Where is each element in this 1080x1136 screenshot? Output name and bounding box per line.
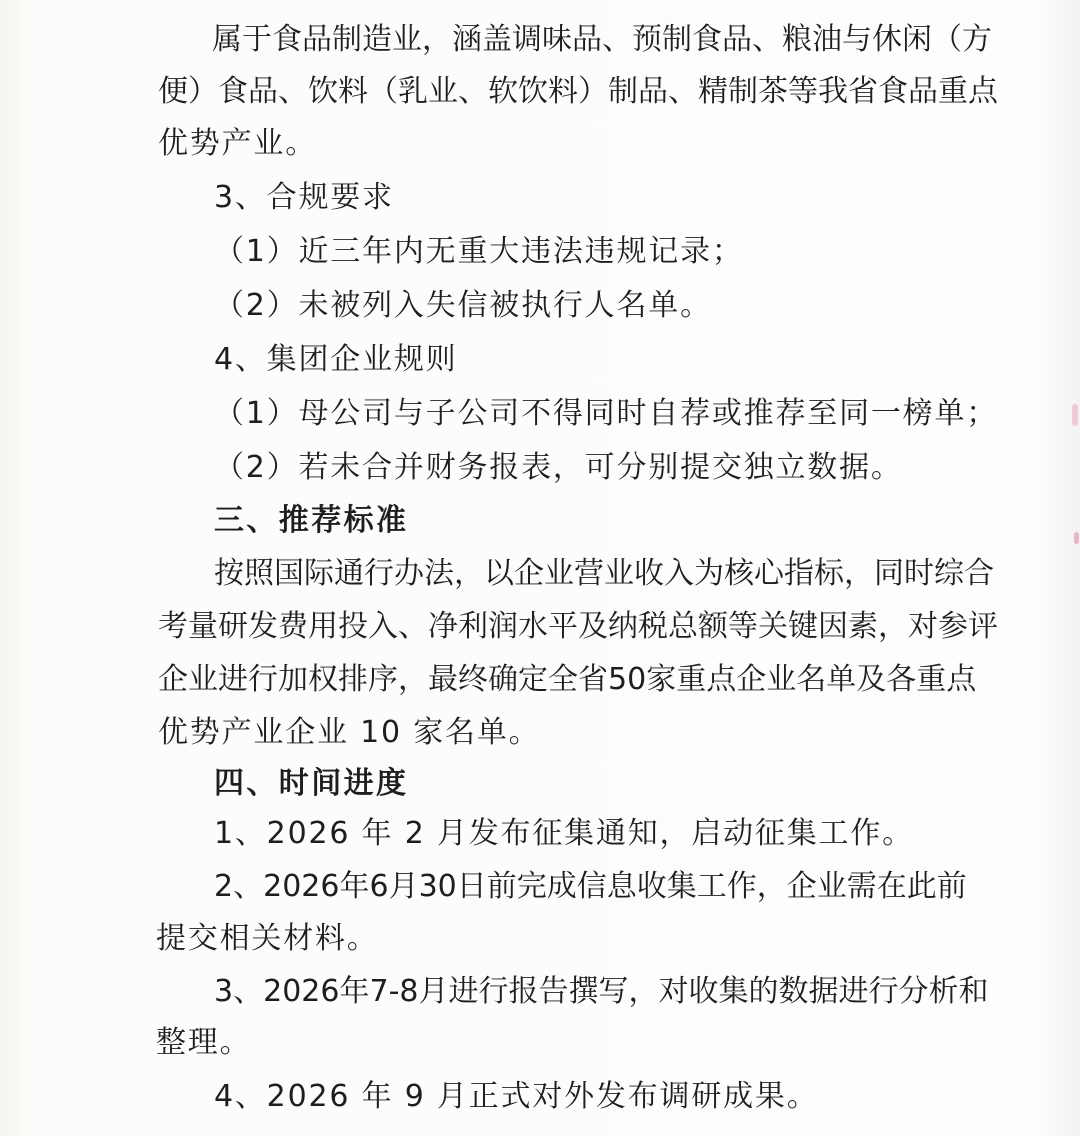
body-text-line: 优势产业。	[158, 126, 317, 161]
body-text-line: 属 于 食 品 制 造 业 ， 涵 盖 调 味 品 、 预 制 食 品 、 粮 油 与 休 闲 （ 方	[212, 22, 992, 57]
section-heading: 三、推荐标准	[214, 503, 409, 538]
body-text-line: 便 ） 食 品 、 饮 料 （ 乳 业 、 软 饮 料 ） 制 品 、 精 制 茶 等 我 省 食 品 重 点	[158, 74, 998, 109]
list-item: （1）母公司与子公司不得同时自荐或推荐至同一榜单；	[214, 396, 999, 431]
timeline-item: 1、2026 年 2 月发布征集通知，启动征集工作。	[214, 816, 914, 851]
body-text-line: 按 照 国 际 通 行 办 法 ， 以 企 业 营 业 收 入 为 核 心 指 标 ， 同 时 综 合	[214, 556, 994, 591]
timeline-item: 整理。	[156, 1025, 252, 1060]
subsection-heading: 3、合规要求	[214, 180, 394, 215]
scan-mark	[1074, 532, 1079, 544]
section-heading: 四、时间进度	[214, 766, 409, 801]
list-item: （1）近三年内无重大违法违规记录；	[214, 234, 744, 269]
timeline-item: 2 、 2 0 2 6 年 6 月 3 0 日 前 完 成 信 息 收 集 工 作 ， 企 业 需 在 此 前	[214, 869, 967, 904]
list-item: （2）若未合并财务报表，可分别提交独立数据。	[214, 450, 903, 485]
subsection-heading: 4、集团企业规则	[214, 342, 458, 377]
timeline-item: 4、2026 年 9 月正式对外发布调研成果。	[214, 1079, 819, 1114]
body-text-line: 企 业 进 行 加 权 排 序 ， 最 终 确 定 全 省 5 0 家 重 点 企 业 名 单 及 各 重 点	[158, 662, 977, 697]
body-text-line: 优势产业企业 10 家名单。	[158, 715, 541, 750]
timeline-item: 3 、 2 0 2 6 年 7 - 8 月 进 行 报 告 撰 写 ， 对 收 集 的 数 据 进 行 分 析 和	[214, 974, 989, 1009]
list-item: （2）未被列入失信被执行人名单。	[214, 288, 712, 323]
scan-mark	[1072, 404, 1078, 426]
timeline-item: 提交相关材料。	[156, 921, 379, 956]
body-text-line: 考 量 研 发 费 用 投 入 、 净 利 润 水 平 及 纳 税 总 额 等 关 键 因 素 ， 对 参 评	[158, 609, 998, 644]
